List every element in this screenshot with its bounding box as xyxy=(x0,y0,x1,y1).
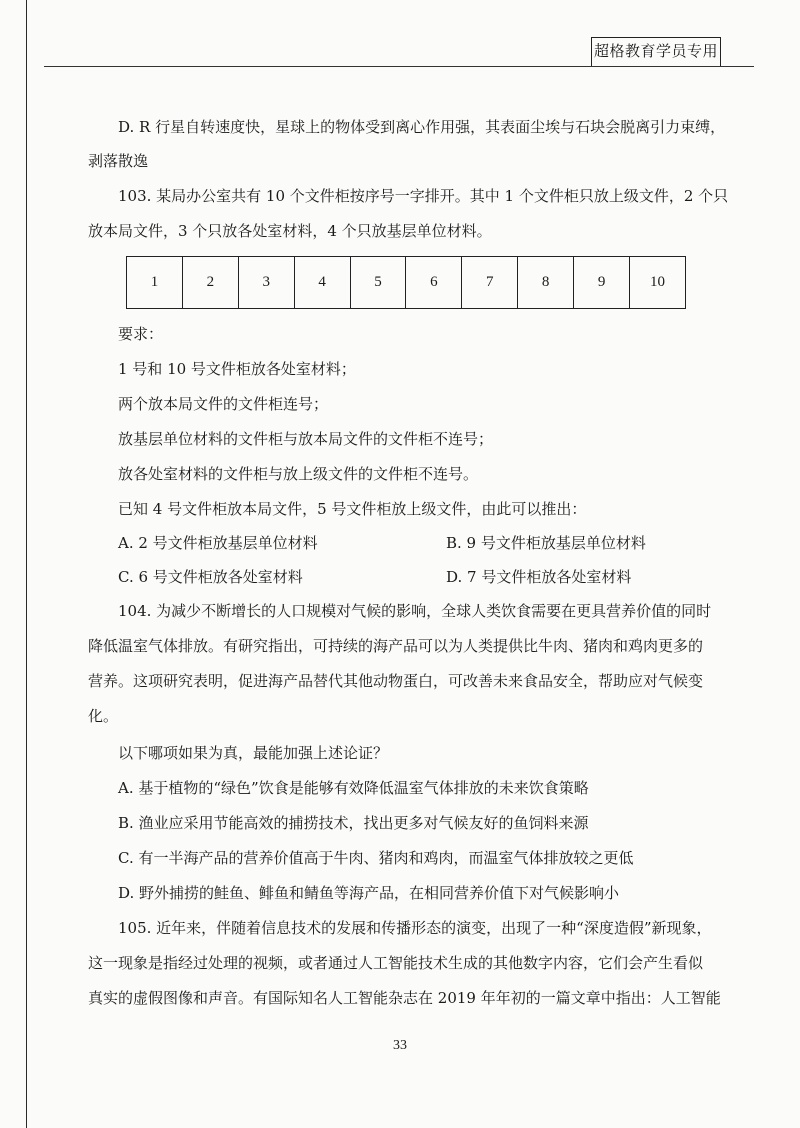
q104-option-d: D. 野外捕捞的鲑鱼、鲱鱼和鲭鱼等海产品，在相同营养价值下对气候影响小 xyxy=(118,884,620,902)
q105-line-2: 这一现象是指经过处理的视频，或者通过人工智能技术生成的其他数字内容，它们会产生看似 xyxy=(88,954,704,972)
q104-question: 以下哪项如果为真，最能加强上述论证？ xyxy=(118,744,389,762)
requirement-4: 放各处室材料的文件柜与放上级文件的文件柜不连号。 xyxy=(118,465,479,483)
cabinet-table xyxy=(126,256,686,309)
cabinet-cell: 6 xyxy=(406,257,462,309)
cabinet-cell: 7 xyxy=(462,257,518,309)
cabinet-cell: 1 xyxy=(127,257,183,309)
cabinet-cell: 3 xyxy=(238,257,294,309)
q104-line-2: 降低温室气体排放。有研究指出，可持续的海产品可以为人类提供比牛肉、猪肉和鸡肉更多的 xyxy=(88,637,704,655)
cabinet-cell: 4 xyxy=(294,257,350,309)
q104-option-c: C. 有一半海产品的营养价值高于牛肉、猪肉和鸡肉，而温室气体排放较之更低 xyxy=(118,849,634,867)
q104-line-1: 104. 为减少不断增长的人口规模对气候的影响，全球人类饮食需要在更具营养价值的同时 xyxy=(118,602,712,620)
requirements-title: 要求： xyxy=(118,325,164,343)
requirement-1: 1 号和 10 号文件柜放各处室材料； xyxy=(118,360,356,378)
cabinet-cell: 10 xyxy=(630,257,686,309)
q103-line-2: 放本局文件，3 个只放各处室材料，4 个只放基层单位材料。 xyxy=(88,222,492,240)
q103-option-a: A. 2 号文件柜放基层单位材料 xyxy=(118,534,318,552)
requirement-2: 两个放本局文件的文件柜连号； xyxy=(118,395,329,413)
cabinet-cell: 5 xyxy=(350,257,406,309)
q104-line-3: 营养。这项研究表明，促进海产品替代其他动物蛋白，可改善未来食品安全，帮助应对气候变 xyxy=(88,672,704,690)
requirement-3: 放基层单位材料的文件柜与放本局文件的文件柜不连号； xyxy=(118,430,494,448)
cabinet-cell: 9 xyxy=(574,257,630,309)
table-row xyxy=(127,257,686,309)
q103-option-b: B. 9 号文件柜放基层单位材料 xyxy=(446,534,646,552)
q104-line-4: 化。 xyxy=(88,707,119,725)
option-d-line-2: 剥落散逸 xyxy=(88,152,149,170)
header-rule xyxy=(44,66,754,67)
q105-line-1: 105. 近年来，伴随着信息技术的发展和传播形态的演变，出现了一种“深度造假”新现象， xyxy=(118,919,712,937)
q103-line-1: 103. 某局办公室共有 10 个文件柜按序号一字排开。其中 1 个文件柜只放上级文件，2 个只 xyxy=(118,187,729,205)
header-label: 超格教育学员专用 xyxy=(591,37,721,67)
q103-known: 已知 4 号文件柜放本局文件，5 号文件柜放上级文件，由此可以推出： xyxy=(118,500,587,518)
q104-option-b: B. 渔业应采用节能高效的捕捞技术，找出更多对气候友好的鱼饲料来源 xyxy=(118,814,589,832)
cabinet-cell: 8 xyxy=(518,257,574,309)
binding-line xyxy=(26,0,27,1128)
q103-option-c: C. 6 号文件柜放各处室材料 xyxy=(118,568,303,586)
q104-option-a: A. 基于植物的“绿色”饮食是能够有效降低温室气体排放的未来饮食策略 xyxy=(118,779,589,797)
page-number: 33 xyxy=(393,1038,407,1053)
option-d-line-1: D. R 行星自转速度快，星球上的物体受到离心作用强，其表面尘埃与石块会脱离引力束缚， xyxy=(118,118,726,136)
cabinet-cell: 2 xyxy=(182,257,238,309)
q103-option-d: D. 7 号文件柜放各处室材料 xyxy=(446,568,632,586)
q105-line-3: 真实的虚假图像和声音。有国际知名人工智能杂志在 2019 年年初的一篇文章中指出：人工智能 xyxy=(88,989,721,1007)
